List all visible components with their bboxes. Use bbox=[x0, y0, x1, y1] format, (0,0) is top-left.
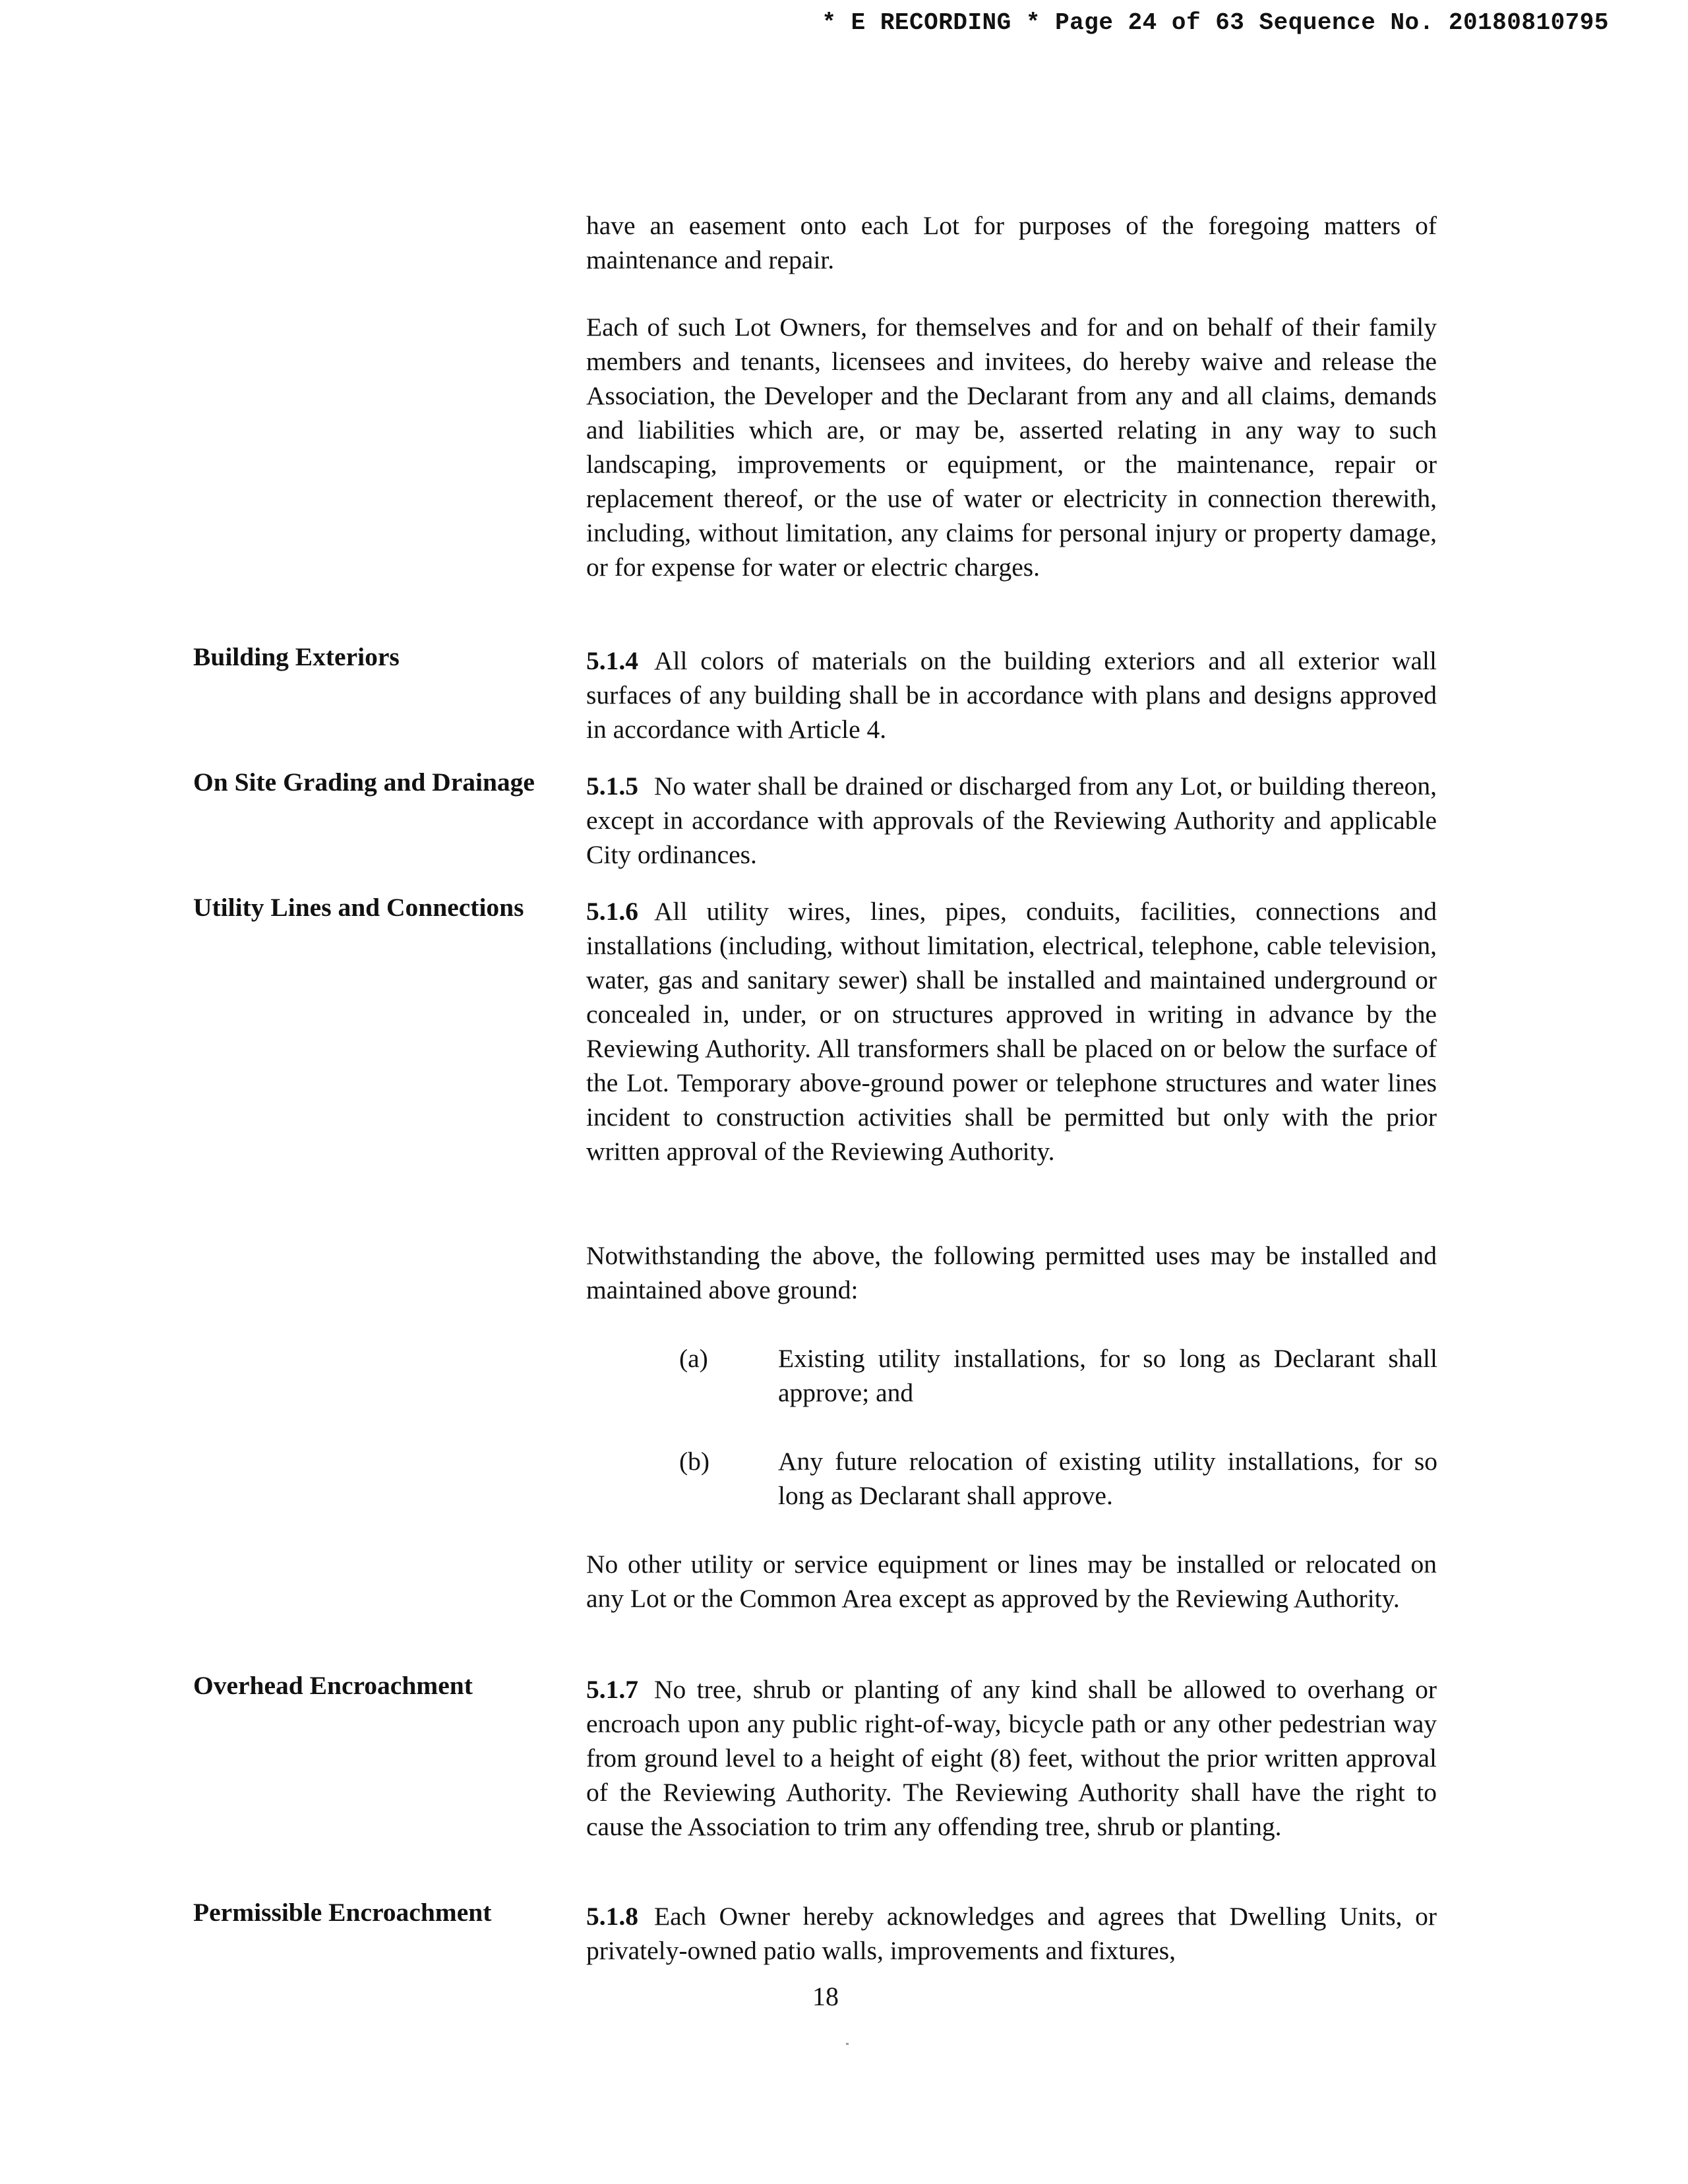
heading-on-site-grading: On Site Grading and Drainage bbox=[193, 768, 535, 797]
no-other-paragraph: No other utility or service equipment or lines may be installed or relocated on any Lot or the Common Area except as approved by the Reviewing Authority. bbox=[586, 1550, 1437, 1613]
list-item-b bbox=[679, 1444, 1437, 1513]
continuation-paragraph bbox=[586, 208, 1437, 277]
heading-building-exteriors: Building Exteriors bbox=[193, 642, 400, 671]
notwithstanding-paragraph: Notwithstanding the above, the following permitted uses may be installed and maintained above ground: bbox=[586, 1241, 1437, 1304]
section-text: No tree, shrub or planting of any kind shall be allowed to overhang or encroach upon any public right-of-way, bicycle path or any other pedestrian way from ground level to a height of eight (8) feet, without the prior written approval of the Reviewing Authority. The Reviewing Authority shall have the right to cause the Association to trim any offending tree, shrub or planting. bbox=[586, 1675, 1437, 1841]
notwithstanding-block bbox=[586, 1238, 1437, 1307]
page-number: 18 bbox=[812, 1982, 839, 2011]
section-number: 5.1.4 bbox=[586, 646, 638, 675]
list-item-a bbox=[679, 1341, 1437, 1410]
heading-overhead-encroachment: Overhead Encroachment bbox=[193, 1671, 473, 1700]
section-5-1-7 bbox=[586, 1672, 1437, 1844]
recording-header: * E RECORDING * Page 24 of 63 Sequence No. 20180810795 bbox=[822, 9, 1609, 36]
section-number: 5.1.6 bbox=[586, 897, 638, 926]
section-text: All colors of materials on the building exteriors and all exterior wall surfaces of any building shall be in accordance with plans and designs approved in accordance with Article 4. bbox=[586, 646, 1437, 744]
heading-utility-lines: Utility Lines and Connections bbox=[193, 893, 524, 922]
waiver-paragraph: Each of such Lot Owners, for themselves and for and on behalf of their family members and tenants, licensees and invitees, do hereby waive and release the Association, the Developer and the Declarant from any and all claims, demands and liabilities which are, or may be, asserted relating in any way to such landscaping, improvements or equipment, or the maintenance, repair or replacement thereof, or the use of water or electricity in connection therewith, including, without limitation, any claims for personal injury or property damage, or for expense for water or electric charges. bbox=[586, 313, 1437, 582]
section-number: 5.1.5 bbox=[586, 772, 638, 801]
section-5-1-4 bbox=[586, 644, 1437, 746]
easement-paragraph: have an easement onto each Lot for purposes of the foregoing matters of maintenance and repair. bbox=[586, 211, 1437, 274]
section-text: No water shall be drained or discharged from any Lot, or building thereon, except in accordance with approvals of the Reviewing Authority and applicable City ordinances. bbox=[586, 772, 1437, 869]
section-text: Each Owner hereby acknowledges and agrees that Dwelling Units, or privately-owned patio walls, improvements and fixtures, bbox=[586, 1902, 1437, 1965]
list-marker: (b) bbox=[679, 1447, 710, 1476]
section-5-1-8 bbox=[586, 1899, 1437, 1968]
no-other-block bbox=[586, 1547, 1437, 1616]
list-marker: (a) bbox=[679, 1344, 708, 1373]
section-number: 5.1.8 bbox=[586, 1902, 638, 1931]
scan-speck bbox=[846, 2043, 849, 2045]
section-5-1-6 bbox=[586, 894, 1437, 1168]
section-number: 5.1.7 bbox=[586, 1675, 638, 1704]
list-text: Existing utility installations, for so long as Declarant shall approve; and bbox=[778, 1344, 1437, 1407]
section-5-1-5 bbox=[586, 769, 1437, 872]
waiver-block bbox=[586, 310, 1437, 584]
list-text: Any future relocation of existing utility installations, for so long as Declarant shall approve. bbox=[778, 1447, 1437, 1510]
heading-permissible-encroachment: Permissible Encroachment bbox=[193, 1898, 492, 1927]
section-text: All utility wires, lines, pipes, conduits, facilities, connections and installations (including, without limitation, electrical, telephone, cable television, water, gas and sanitary sewer) shall be installed and maintained underground or concealed in, under, or on structures approved in writing in advance by the Reviewing Authority. All transformers shall be placed on or below the surface of the Lot. Temporary above-ground power or telephone structures and water lines incident to construction activities shall be permitted but only with the prior written approval of the Reviewing Authority. bbox=[586, 897, 1437, 1166]
